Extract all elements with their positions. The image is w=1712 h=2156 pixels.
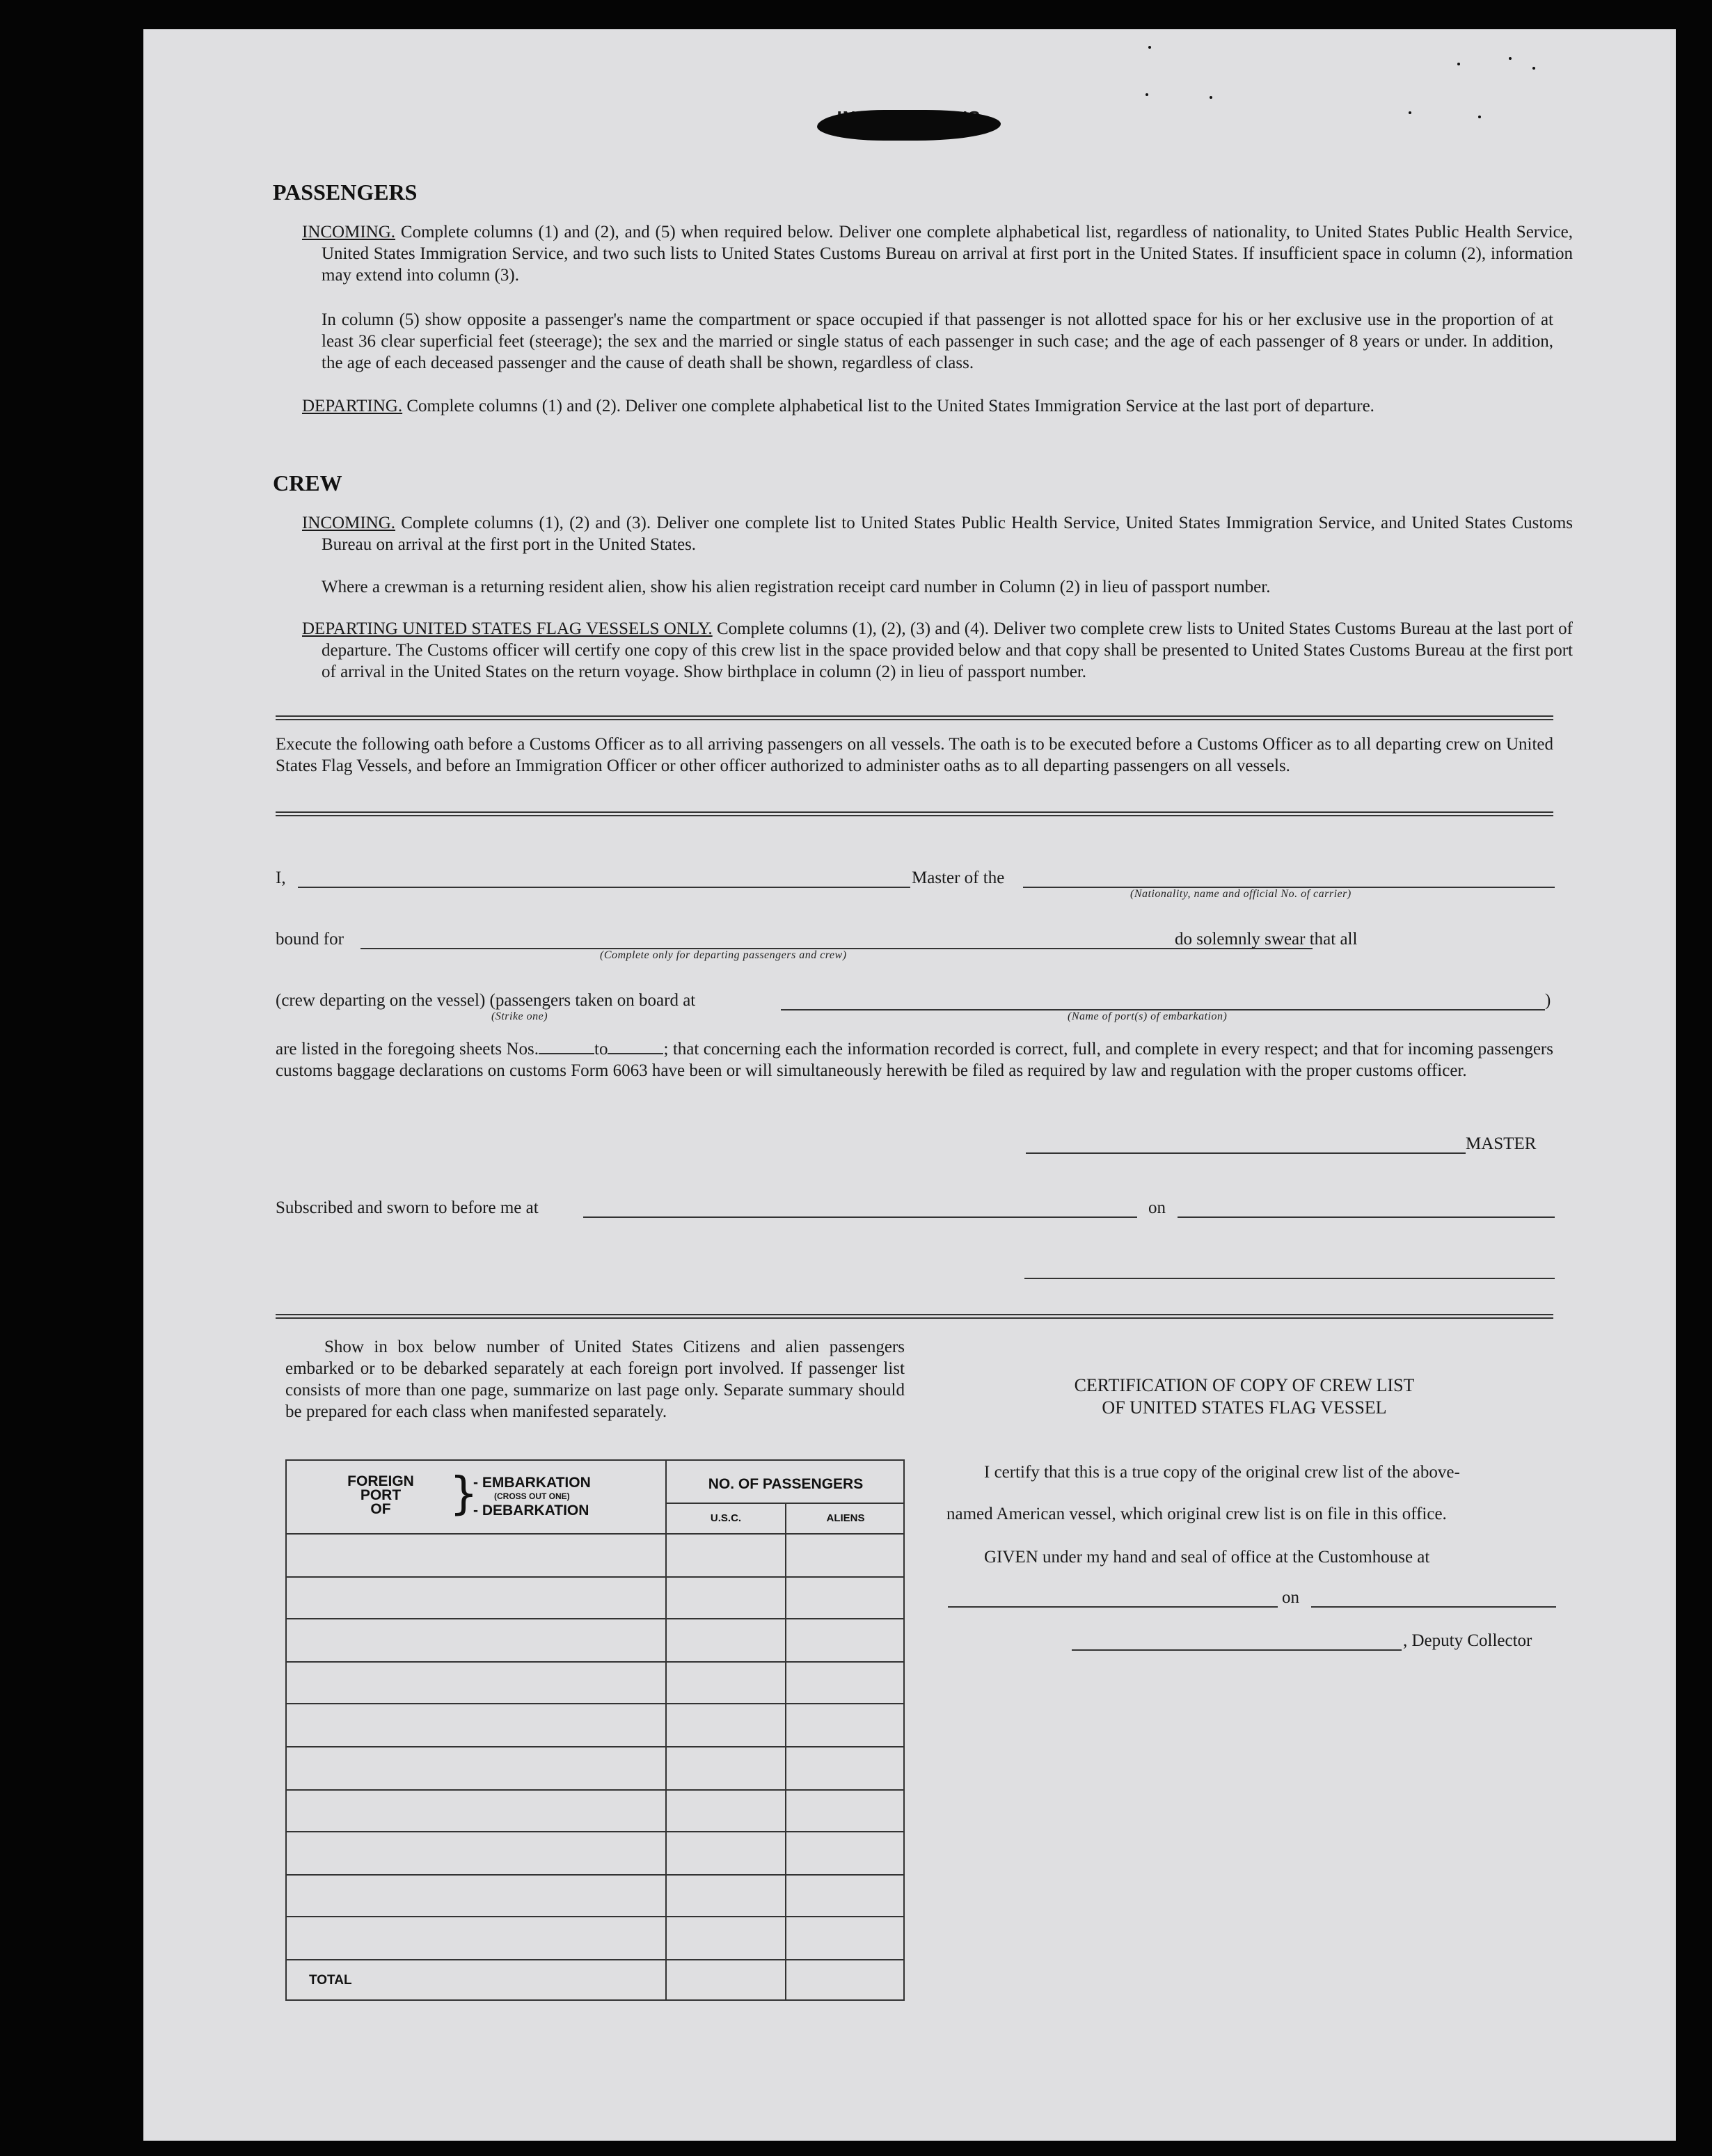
master-name-field[interactable] (298, 887, 910, 888)
passengers-departing-label: DEPARTING. (302, 397, 403, 415)
divider-3 (276, 1314, 1553, 1319)
certification-line-3: GIVEN under my hand and seal of office at the Customhouse at (984, 1548, 1430, 1567)
listed-to: to (594, 1040, 608, 1059)
swear-label: do solemnly swear that all (1175, 930, 1358, 949)
master-label: MASTER (1466, 1134, 1537, 1153)
passengers-departing-paragraph (302, 395, 1573, 417)
form-page (143, 29, 1676, 2141)
brace-icon: } (450, 1468, 478, 1520)
crew-incoming-label: INCOMING. (302, 514, 396, 532)
crew-departing-label: (crew departing on the vessel) (passengers taken on board at (276, 991, 696, 1010)
deputy-collector-label: , Deputy Collector (1403, 1631, 1532, 1650)
crew-departing-text: Complete columns (1), (2), (3) and (4). Deliver two complete crew lists to United States Customs Bureau at the last port of departure. The Customs officer will certify one copy of this crew list in the space provided below and that copy shall be presented to United States Customs Bureau at the first port of arrival in the United States on the return voyage. Show birthplace in column (2) in lieu of passport number. (322, 619, 1573, 681)
certification-line-1: I certify that this is a true copy of the original crew list of the above- (984, 1463, 1460, 1482)
listed-paragraph (276, 1038, 1553, 1081)
deputy-signature-field[interactable] (1072, 1649, 1402, 1651)
passengers-incoming-paragraph (302, 221, 1573, 286)
listed-pre: are listed in the foregoing sheets Nos. (276, 1040, 539, 1059)
officer-signature-field[interactable] (1024, 1278, 1555, 1279)
passengers-heading: PASSENGERS (273, 180, 418, 205)
listed-post: ; that concerning each the information recorded is correct, full, and complete in every respect; and that for incoming passengers customs baggage declarations on customs Form 6063 have been or will simultaneously herewith be filed as required by law and regulation with the proper customs officer. (276, 1040, 1553, 1080)
passengers-departing-text: Complete columns (1) and (2). Deliver one complete alphabetical list to the United States Immigration Service at the last port of departure. (402, 397, 1374, 415)
master-of-label: Master of the (912, 869, 1005, 887)
crew-departing-label: DEPARTING UNITED STATES FLAG VESSELS ONLY. (302, 619, 713, 638)
oath-instructions: Execute the following oath before a Customs Officer as to all arriving passengers on all vessels. The oath is to be executed before a Customs Officer as to all departing crew on United States Flag Vessels, and before an Immigration Officer or other officer authorized to administer oaths as to all departing passengers on all vessels. (276, 735, 1553, 775)
subscribed-label: Subscribed and sworn to before me at (276, 1198, 539, 1217)
no-of-passengers-header: NO. OF PASSENGERS (708, 1476, 864, 1492)
scan-speck (1148, 46, 1151, 49)
strike-note: (Strike one) (491, 1010, 548, 1022)
passengers-column5-paragraph: In column (5) show opposite a passenger's name the compartment or space occupied if that passenger is not allotted space for his or her exclusive use in the proportion of at least 36 clear superficial feet (steerage); the sex and the married or single status of each passenger in such case; and the age of each passenger of 8 years or under. In addition, the age of each deceased passenger and the cause of death shall be shown, regardless of class. (322, 310, 1553, 372)
scan-speck (1478, 116, 1481, 118)
scan-speck (1532, 67, 1535, 70)
foreign-port-header: FOREIGN PORT OF (347, 1473, 414, 1517)
bound-for-label: bound for (276, 930, 344, 949)
crew-incoming-text: Complete columns (1), (2) and (3). Deliver one complete list to United States Public Health Service, United States Immigration Service, and United States Customs Bureau on arrival at the first port in the United States. (322, 514, 1573, 554)
certification-title-1: CERTIFICATION OF COPY OF CREW LIST (1074, 1375, 1415, 1395)
scan-speck (1146, 93, 1148, 96)
total-label: TOTAL (309, 1973, 352, 1988)
customhouse-field[interactable] (948, 1606, 1278, 1608)
divider-2 (276, 811, 1553, 816)
passenger-summary-table (285, 1459, 905, 2001)
usc-header: U.S.C. (710, 1512, 742, 1524)
scan-speck (1409, 111, 1411, 114)
crew-departing-paragraph (302, 618, 1573, 683)
sworn-date-field[interactable] (1178, 1216, 1555, 1218)
scan-speck (1210, 96, 1212, 99)
scan-speck (1457, 63, 1460, 65)
redaction-mark (817, 110, 1001, 141)
certification-line-2: named American vessel, which original crew list is on file in this office. (946, 1505, 1447, 1523)
cross-out-note: (CROSS OUT ONE) (494, 1491, 570, 1501)
oath-i-label: I, (276, 869, 286, 887)
crew-resident-paragraph: Where a crewman is a returning resident alien, show his alien registration receipt card number in Column (2) in lieu of passport number. (322, 578, 1271, 596)
aliens-header: ALIENS (826, 1512, 865, 1524)
divider-1 (276, 715, 1553, 720)
certification-on-label: on (1282, 1588, 1299, 1607)
close-paren: ) (1545, 991, 1551, 1010)
complete-note: (Complete only for departing passengers and crew) (600, 949, 847, 961)
carrier-note: (Nationality, name and official No. of carrier) (1130, 888, 1352, 900)
passengers-incoming-label: INCOMING. (302, 223, 396, 241)
sheets-to-field[interactable] (608, 1040, 663, 1054)
embarkation-header: - EMBARKATION (473, 1475, 591, 1491)
certification-title-2: OF UNITED STATES FLAG VESSEL (1102, 1397, 1387, 1418)
scan-speck (1509, 57, 1512, 60)
debarkation-header: - DEBARKATION (473, 1503, 589, 1519)
master-signature-field[interactable] (1026, 1152, 1466, 1154)
sworn-place-field[interactable] (583, 1216, 1137, 1218)
summary-instructions: Show in box below number of United States Citizens and alien passengers embarked or to be debarked separately at each foreign port involved. If passenger list consists of more than one page, summarize on last page only. Separate summary should be prepared for each class when manifested separately. (285, 1338, 905, 1421)
sheets-from-field[interactable] (539, 1040, 594, 1054)
passengers-incoming-text: Complete columns (1) and (2), and (5) when required below. Deliver one complete alphabetical list, regardless of nationality, to United States Public Health Service, United States Immigration Service, and two such lists to United States Customs Bureau on arrival at first port in the United States. If insufficient space in column (2), information may extend into column (3). (322, 223, 1573, 285)
crew-heading: CREW (273, 470, 342, 496)
certification-date-field[interactable] (1311, 1606, 1556, 1608)
crew-incoming-paragraph (302, 512, 1573, 555)
port-note: (Name of port(s) of embarkation) (1068, 1010, 1228, 1022)
sworn-on-label: on (1148, 1198, 1166, 1217)
